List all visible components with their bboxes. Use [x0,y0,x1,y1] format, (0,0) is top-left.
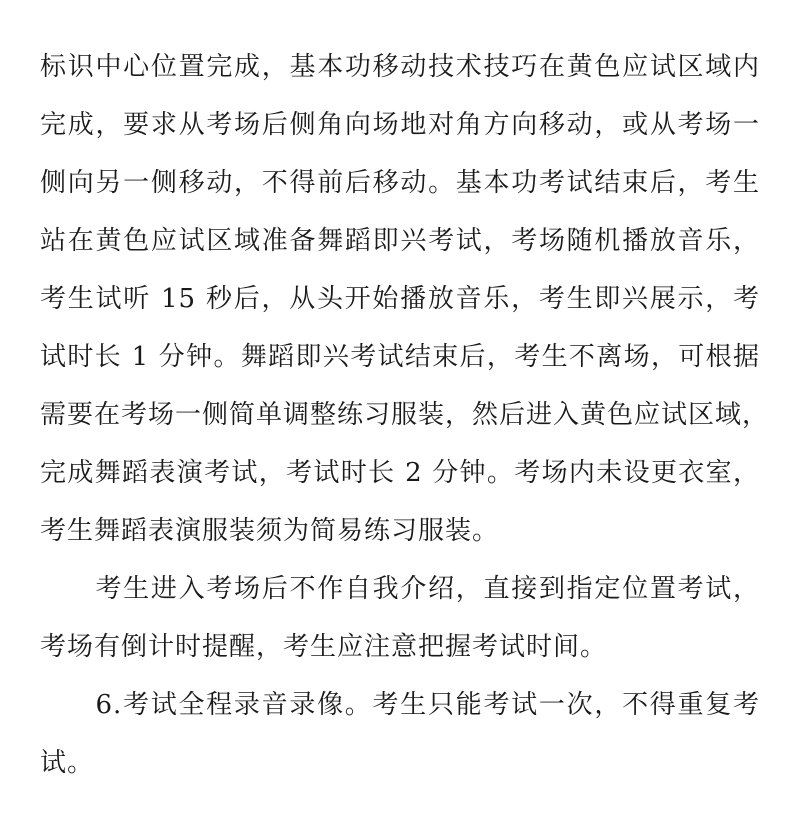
text-line: 完成舞蹈表演考试，考试时长 2 分钟。考场内未设更衣室， [40,458,760,488]
text-line: 考生试听 15 秒后，从头开始播放音乐，考生即兴展示，考 [40,284,760,314]
text-line: 试时长 1 分钟。舞蹈即兴考试结束后，考生不离场，可根据 [40,342,760,372]
paragraph-exam-procedure [40,38,770,560]
text-line: 站在黄色应试区域准备舞蹈即兴考试，考场随机播放音乐， [40,226,760,256]
text-line: 完成，要求从考场后侧角向场地对角方向移动，或从考场一 [40,110,760,140]
paragraph-item-6-recording [40,676,760,792]
paragraph-no-introduction [40,560,760,676]
text-line: 侧向另一侧移动，不得前后移动。基本功考试结束后，考生 [40,168,760,198]
text-line: 考场有倒计时提醒，考生应注意把握考试时间。 [40,632,608,662]
text-line: 试。 [40,748,95,778]
text-line: 6.考试全程录音录像。考生只能考试一次，不得重复考 [40,690,760,720]
text-line: 需要在考场一侧简单调整练习服装，然后进入黄色应试区域， [40,400,770,430]
text-line: 考生进入考场后不作自我介绍，直接到指定位置考试， [40,574,760,604]
text-line: 考生舞蹈表演服装须为简易练习服装。 [40,516,500,546]
text-line: 标识中心位置完成，基本功移动技术技巧在黄色应试区域内 [40,52,760,82]
